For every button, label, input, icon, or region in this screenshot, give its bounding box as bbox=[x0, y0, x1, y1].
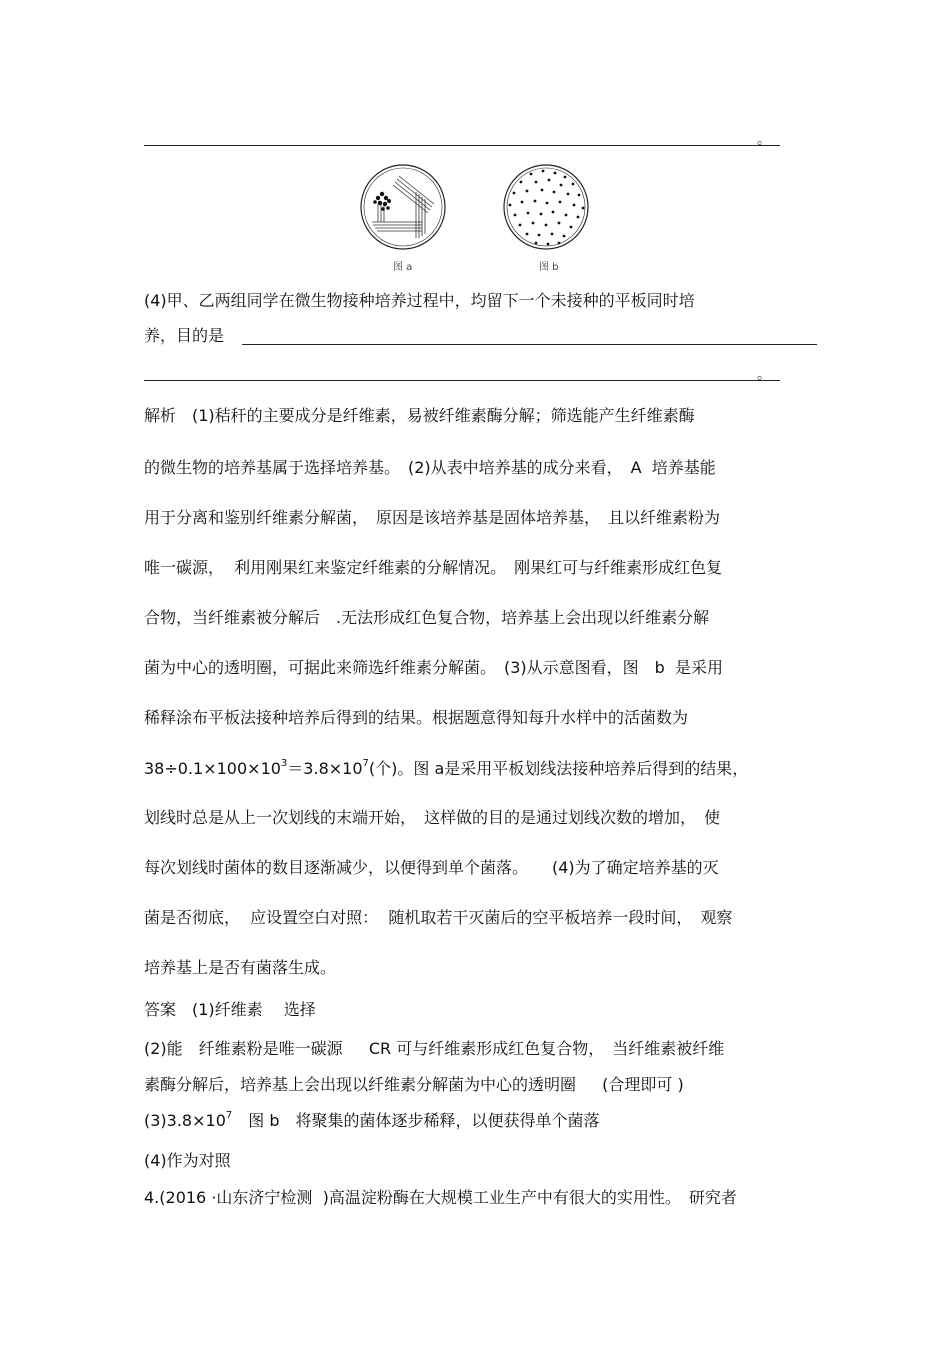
analysis-line-7: 稀释涂布平板法接种培养后得到的结果。根据题意得知每升水样中的活菌数为 bbox=[144, 708, 689, 727]
analysis-line-5: 合物，当纤维素被分解后 .无法形成红色复合物，培养基上会出现以纤维素分解 bbox=[144, 608, 710, 627]
analysis-line-4: 唯一碳源， 利用刚果红来鉴定纤维素的分解情况。 刚果红可与纤维素形成红色复 bbox=[144, 558, 723, 577]
answer-blank-line-q4-a bbox=[242, 344, 817, 345]
answer-rest: 图 b 将聚集的菌体逐步稀释，以便获得单个菌落 bbox=[232, 1111, 600, 1130]
answer-line-1: 答案 (1)纤维素 选择 bbox=[144, 1000, 316, 1019]
answer-line-2: (2)能 纤维素粉是唯一碳源 CR 可与纤维素形成红色复合物， 当纤维素被纤维 bbox=[144, 1039, 725, 1058]
question4-line2: 养，目的是 bbox=[144, 326, 225, 345]
analysis-line-3: 用于分离和鉴别纤维素分解菌， 原因是该培养基是固体培养基， 且以纤维素粉为 bbox=[144, 508, 721, 527]
period-mark-top: 。 bbox=[757, 132, 771, 148]
question4-line1: (4)甲、乙两组同学在微生物接种培养过程中，均留下一个未接种的平板同时培 bbox=[144, 291, 695, 310]
analysis-line-9: 划线时总是从上一次划线的末端开始， 这样做的目的是通过划线次数的增加， 使 bbox=[144, 808, 721, 827]
figure-a-streak-plate bbox=[356, 160, 450, 254]
answer-exponent: 7 bbox=[225, 1110, 233, 1121]
period-mark-q4: 。 bbox=[757, 367, 771, 383]
figure-a-caption: 图 a bbox=[393, 262, 413, 273]
answer-line-4 bbox=[144, 1111, 600, 1134]
question5-line-1: 4.(2016 ·山东济宁检测 )高温淀粉酶在大规模工业生产中有很大的实用性。 研究者 bbox=[144, 1188, 737, 1207]
calc-part-1: 38÷0.1×100×10 bbox=[144, 759, 281, 778]
answer-line-5: (4)作为对照 bbox=[144, 1151, 231, 1170]
answer-blank-line-top bbox=[144, 145, 780, 146]
analysis-line-12: 培养基上是否有菌落生成。 bbox=[144, 958, 337, 977]
calc-exponent-2: 7 bbox=[362, 758, 369, 769]
calc-part-3: (个)。图 a是采用平板划线法接种培养后得到的结果， bbox=[368, 759, 749, 778]
analysis-line-10: 每次划线时菌体的数目逐渐减少，以便得到单个菌落。 (4)为了确定培养基的灭 bbox=[144, 858, 719, 877]
analysis-line-2: 的微生物的培养基属于选择培养基。 (2)从表中培养基的成分来看， A 培养基能 bbox=[144, 458, 716, 477]
figure-b-caption: 图 b bbox=[539, 262, 559, 273]
analysis-line-1: 解析 (1)秸秆的主要成分是纤维素，易被纤维素酶分解；筛选能产生纤维素酶 bbox=[144, 406, 695, 425]
analysis-line-6: 菌为中心的透明圈，可据此来筛选纤维素分解菌。 (3)从示意图看，图 b 是采用 bbox=[144, 658, 723, 677]
calc-part-2: ＝3.8×10 bbox=[287, 759, 363, 778]
calc-exponent-1: 3 bbox=[280, 758, 288, 769]
answer-value: (3)3.8×10 bbox=[144, 1111, 226, 1130]
answer-line-3: 素酶分解后，培养基上会出现以纤维素分解菌为中心的透明圈 (合理即可 ) bbox=[144, 1075, 684, 1094]
answer-blank-line-q4-b bbox=[144, 380, 780, 381]
analysis-line-8 bbox=[144, 759, 748, 782]
figure-b-spread-plate bbox=[499, 160, 593, 254]
analysis-line-11: 菌是否彻底， 应设置空白对照： 随机取若干灭菌后的空平板培养一段时间， 观察 bbox=[144, 908, 733, 927]
